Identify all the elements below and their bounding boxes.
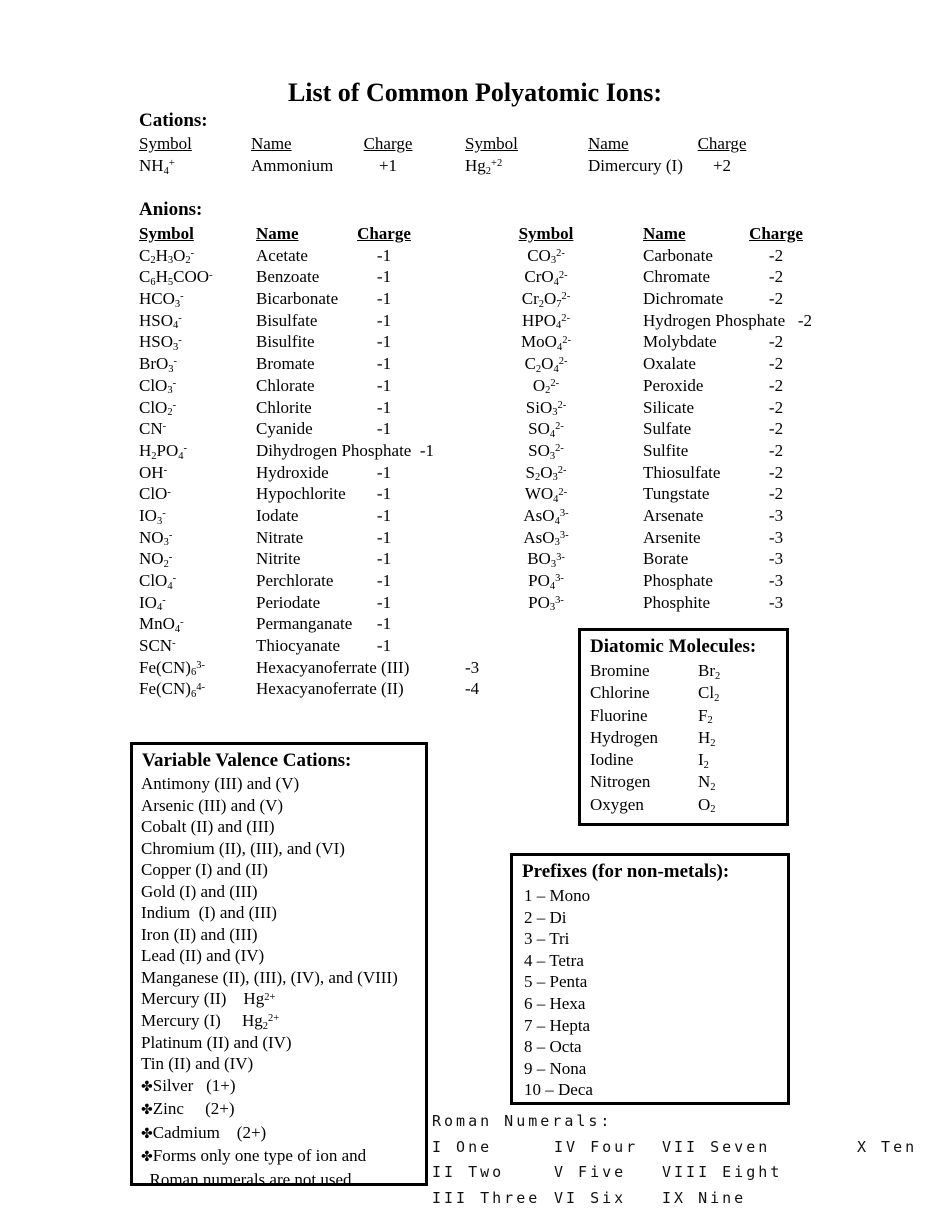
col-header-charge: Charge [363, 134, 413, 153]
table-row [465, 571, 865, 593]
cell-symbol: $Fe(CN)_6^{4-}$ [139, 679, 205, 701]
cell-charge: -1 [376, 289, 392, 309]
table-row [139, 267, 469, 289]
cell-symbol: $BO_3^{3-}$ [527, 549, 565, 570]
cell-symbol: MoO$_4^{2-}$ [521, 332, 571, 354]
cell-charge: +2 [712, 156, 732, 175]
anions-table-left [139, 224, 480, 701]
cell-symbol: BrO$_3$- [139, 354, 178, 375]
cell-symbol: $HCO_3^-$ [139, 289, 184, 310]
roman-numeral-entry: II Two [432, 1163, 505, 1182]
cell-charge: -2 [768, 289, 784, 309]
cell-name-charge: Dihydrogen Phosphate -1 [256, 440, 435, 460]
roman-numeral-entry: VI Six [554, 1188, 627, 1207]
cell-charge: -2 [768, 245, 784, 265]
cell-charge: -1 [376, 354, 392, 374]
table-row [465, 419, 865, 441]
cell-charge: -3 [768, 571, 784, 590]
cell-element-name: Iodine [590, 750, 634, 770]
cell-charge: -1 [376, 419, 392, 439]
variable-valence-box [130, 742, 428, 1189]
club-bullet-icon: ✤ [141, 1078, 153, 1095]
cell-symbol: SCN- [139, 636, 176, 656]
cell-charge: -2 [768, 484, 784, 504]
cell-symbol: $O_2^{2-}$ [532, 375, 560, 397]
table-row [590, 795, 786, 817]
list-item: Antimony (III) and (V) [141, 774, 300, 793]
club-bullet-icon: ✤ [141, 1149, 153, 1166]
list-item: 8 – Octa [524, 1037, 582, 1057]
cell-charge: -1 [376, 375, 392, 395]
table-row [465, 376, 865, 398]
cell-charge: -2 [768, 332, 784, 352]
col-header-name: Name [251, 134, 292, 153]
list-item: 1 – Mono [524, 886, 591, 905]
table-row [590, 772, 786, 794]
cell-symbol: $WO_4^{2-}$ [524, 484, 568, 505]
cell-element-name: Nitrogen [590, 772, 651, 792]
table-row [139, 571, 469, 593]
page-title: List of Common Polyatomic Ions: [287, 78, 663, 107]
cell-element-name: Chlorine [590, 683, 650, 703]
list-item: Arsenic (III) and (V) [141, 795, 284, 815]
list-item: Chromium (II), (III), and (VI) [141, 838, 345, 858]
cell-element-name: Hydrogen [590, 727, 658, 747]
table-row [139, 484, 469, 506]
table-row [465, 224, 865, 246]
cell-name: Cyanide [256, 419, 313, 439]
col-header-name: Name [588, 134, 629, 153]
cell-symbol: $C_2H_3O_2^-$ [139, 245, 195, 267]
table-row [465, 267, 865, 289]
col-header-charge: Charge [357, 224, 411, 243]
list-item: Cobalt (II) and (III) [141, 817, 275, 837]
table-row [139, 398, 469, 420]
table-row [590, 661, 786, 683]
table-row [139, 593, 469, 615]
table-row [139, 419, 469, 441]
cell-charge: -1 [376, 549, 392, 569]
cell-element-name: Fluorine [590, 705, 648, 725]
cell-charge: +1 [378, 156, 398, 175]
cell-symbol: $C_6H_5COO^-$ [139, 267, 213, 288]
cell-charge: -4 [465, 679, 480, 699]
roman-numeral-entry: X Ten [857, 1138, 918, 1156]
cell-name: Permanganate [256, 614, 353, 634]
cell-charge: -1 [376, 484, 392, 504]
list-item: 10 – Deca [524, 1080, 593, 1100]
table-row [139, 441, 469, 463]
cell-charge: -2 [768, 267, 784, 287]
cell-charge: -1 [376, 636, 392, 656]
list-item: 5 – Penta [524, 972, 588, 992]
cell-charge: -2 [768, 375, 784, 395]
cell-charge: -3 [768, 527, 784, 547]
list-item: ✤Silver (1+) [141, 1075, 236, 1095]
cell-formula: $Br_2$ [698, 661, 721, 682]
roman-numerals-row [432, 1160, 947, 1185]
col-header-name: Name [256, 224, 299, 243]
cell-name: Thiosulfate [643, 462, 721, 482]
roman-numeral-entry: VII Seven [662, 1138, 771, 1156]
anions-heading: Anions: [139, 199, 203, 220]
cell-symbol: $SO_4^{2-}$ [528, 419, 564, 440]
list-item: Lead (II) and (IV) [141, 946, 265, 966]
variable-valence-title: Variable Valence Cations: [142, 750, 352, 771]
cell-name: Hydroxide [256, 462, 329, 482]
roman-numerals-section [432, 1108, 947, 1211]
anions-table-right [465, 224, 865, 614]
table-row [465, 398, 865, 420]
cell-charge: -1 [376, 310, 392, 330]
cell-symbol: $Hg_2^{+2}$ [465, 156, 503, 177]
cell-symbol: AsO$_3^{3-}$ [523, 527, 569, 549]
table-row [139, 463, 469, 485]
cell-symbol: AsO$_4^{3-}$ [523, 505, 569, 527]
cell-element-name: Bromine [590, 661, 650, 680]
table-row [590, 728, 786, 750]
roman-numerals-row [432, 1186, 947, 1211]
cell-charge: -3 [465, 657, 480, 677]
cell-charge: -1 [376, 571, 392, 590]
cell-name: Carbonate [643, 245, 713, 265]
table-row [465, 441, 865, 463]
cell-name: Hexacyanoferrate (II) [256, 679, 404, 699]
diatomic-rows [590, 661, 786, 817]
roman-numeral-entry: IX Nine [662, 1188, 747, 1207]
list-item: Gold (I) and (III) [141, 881, 258, 901]
table-row [139, 354, 469, 376]
table-row [139, 657, 480, 680]
roman-numeral-entry: I One [432, 1138, 493, 1156]
table-row [590, 750, 786, 772]
cell-name-charge: Hydrogen Phosphate -2 [643, 310, 813, 330]
cell-symbol: $S_2O_3^{2-}$ [525, 462, 567, 484]
cell-symbol: $NO_3^-$ [139, 527, 173, 549]
cell-name: Iodate [256, 505, 299, 525]
cell-symbol: $HSO_3^-$ [139, 332, 182, 354]
table-row [465, 484, 865, 506]
cell-formula: $I_2$ [698, 750, 709, 771]
cell-symbol: $Fe(CN)_6^{3-}$ [139, 657, 205, 679]
cell-name: Bisulfite [256, 332, 315, 352]
table-row [139, 156, 839, 178]
cell-charge: -3 [768, 505, 784, 525]
list-item: Iron (II) and (III) [141, 924, 258, 944]
cell-name: Dimercury (I) [588, 156, 683, 175]
table-row [139, 679, 480, 701]
cell-symbol: $HPO_4^{2-}$ [521, 310, 570, 332]
table-row [139, 311, 469, 333]
list-item: Platinum (II) and (IV) [141, 1032, 292, 1052]
list-item: 2 – Di [524, 907, 567, 927]
cell-name: Bisulfate [256, 310, 318, 330]
roman-numeral-entry: V Five [554, 1163, 627, 1182]
table-row [590, 683, 786, 705]
list-item: 9 – Nona [524, 1058, 587, 1078]
table-row [139, 549, 469, 571]
roman-numeral-entry: IV Four [554, 1138, 639, 1156]
cell-name: Acetate [256, 245, 308, 265]
cell-name: Arsenate [643, 505, 704, 525]
table-row [465, 311, 865, 333]
cell-name: Chromate [643, 267, 711, 287]
cell-charge: -1 [376, 462, 392, 482]
cell-charge: -1 [376, 332, 392, 352]
list-item: 6 – Hexa [524, 993, 586, 1013]
list-item: Roman numerals are not used. [141, 1169, 356, 1189]
cell-symbol: $H_2PO_4^-$ [139, 440, 188, 462]
table-row [465, 528, 865, 550]
table-row [465, 332, 865, 354]
cell-charge: -1 [376, 397, 392, 417]
cell-symbol: ClO- [139, 484, 171, 504]
list-item: 4 – Tetra [524, 950, 584, 970]
cell-name: Ammonium [251, 156, 334, 175]
cell-symbol: OH- [139, 462, 168, 482]
table-row [465, 289, 865, 311]
prefixes-title: Prefixes (for non-metals): [522, 861, 730, 882]
table-row [465, 593, 865, 615]
roman-numeral-entry: VIII Eight [662, 1163, 783, 1182]
col-header-charge: Charge [697, 134, 747, 153]
list-item: Manganese (II), (III), (IV), and (VIII) [141, 967, 398, 987]
table-row [139, 224, 469, 246]
cell-name: Hexacyanoferrate (III) [256, 657, 410, 677]
list-item: ✤Forms only one type of ion and [141, 1146, 367, 1166]
cell-symbol: ClO$_2$- [139, 397, 177, 419]
cell-element-name: Oxygen [590, 794, 644, 814]
prefixes-box [510, 853, 790, 1105]
diatomic-title: Diatomic Molecules: [590, 636, 757, 657]
list-item: Mercury (II) $Hg^{2+}$ [141, 989, 276, 1009]
prefixes-items [524, 885, 787, 1101]
table-row [465, 463, 865, 485]
col-header-symbol: Symbol [139, 224, 194, 243]
list-item: ✤Cadmium (2+) [141, 1122, 267, 1142]
cell-name: Benzoate [256, 267, 320, 287]
col-header-symbol: Symbol [518, 224, 574, 243]
cell-charge: -1 [376, 527, 392, 547]
cell-symbol: $PO_3^{3-}$ [528, 592, 564, 614]
table-row [139, 134, 839, 156]
cations-heading: Cations: [139, 110, 208, 131]
cations-table [139, 134, 839, 178]
cell-name: Chlorite [256, 397, 312, 417]
cell-charge: -2 [768, 354, 784, 374]
cell-name: Borate [643, 549, 689, 569]
table-row [139, 246, 469, 268]
cell-name: Dichromate [643, 289, 724, 309]
cell-symbol: CrO$_4^{2-}$ [524, 267, 568, 288]
cell-formula: $Cl_2$ [698, 683, 720, 704]
table-row [139, 332, 469, 354]
cell-symbol: $NO_2^-$ [139, 549, 173, 570]
col-header-charge: Charge [749, 224, 803, 243]
col-header-symbol: Symbol [465, 134, 518, 153]
cell-symbol: $Cr_2O_7^{2-}$ [521, 289, 571, 310]
cell-charge: -1 [376, 614, 392, 634]
cell-charge: -3 [768, 549, 784, 569]
table-row [139, 528, 469, 550]
col-header-name: Name [643, 224, 686, 243]
cell-charge: -3 [768, 592, 784, 612]
cell-name: Perchlorate [256, 571, 334, 590]
cell-charge: -1 [376, 592, 392, 612]
club-bullet-icon: ✤ [141, 1102, 153, 1119]
list-item: Indium (I) and (III) [141, 903, 277, 923]
list-item: 3 – Tri [524, 929, 570, 949]
cell-symbol: $SO_3^{2-}$ [528, 440, 564, 462]
cell-name: Phosphate [643, 571, 713, 590]
cell-name: Bromate [256, 354, 315, 374]
cell-charge: -1 [376, 505, 392, 525]
table-row [139, 376, 469, 398]
cell-name: Sulfate [643, 419, 692, 439]
cell-symbol: $IO_3^-$ [139, 505, 166, 527]
cell-symbol: SiO$_3^{2-}$ [525, 397, 567, 419]
list-item: Mercury (I) $Hg_2^{2+}$ [141, 1011, 280, 1032]
cell-formula: $H_2$ [698, 727, 716, 749]
cell-name: Thiocyanate [256, 636, 341, 656]
cell-name: Chlorate [256, 375, 315, 395]
table-row [465, 354, 865, 376]
cell-symbol: $IO_4^-$ [139, 592, 166, 614]
cell-formula: $F_2$ [698, 705, 713, 727]
club-bullet-icon: ✤ [141, 1125, 153, 1142]
roman-numerals-row [432, 1135, 947, 1160]
cell-symbol: $NH_4^+$ [139, 156, 175, 177]
cell-name: Tungstate [643, 484, 710, 504]
cell-name: Sulfite [643, 440, 689, 460]
cell-symbol: $CO_3^{2-}$ [527, 245, 565, 267]
cell-symbol: $HSO_4^-$ [139, 310, 182, 332]
cell-charge: -2 [768, 440, 784, 460]
cell-name: Arsenite [643, 527, 701, 547]
cell-name: Nitrate [256, 527, 304, 547]
cell-symbol: $C_2O_4^{2-}$ [524, 354, 568, 375]
list-item: Tin (II) and (IV) [141, 1054, 254, 1074]
cell-symbol: MnO$_4$- [139, 614, 184, 635]
cell-name: Hypochlorite [256, 484, 346, 504]
cell-symbol: CN- [139, 419, 167, 439]
cell-symbol: $PO_4^{3-}$ [528, 571, 564, 592]
list-item: ✤Zinc (2+) [141, 1099, 235, 1119]
cell-name: Bicarbonate [256, 289, 339, 309]
table-row [139, 636, 469, 658]
cell-charge: -1 [376, 267, 392, 287]
list-item: Copper (I) and (II) [141, 860, 268, 880]
table-row [139, 289, 469, 311]
col-header-symbol: Symbol [139, 134, 192, 153]
roman-numeral-entry: III Three [432, 1188, 541, 1207]
variable-valence-lines [141, 773, 425, 1190]
cell-symbol: ClO$_3$- [139, 375, 177, 397]
cell-charge: -2 [768, 462, 784, 482]
cell-name: Peroxide [643, 375, 704, 395]
table-row [465, 246, 865, 268]
cell-charge: -2 [768, 397, 784, 417]
cell-name: Oxalate [643, 354, 696, 374]
cell-formula: $N_2$ [698, 772, 716, 794]
table-row [465, 506, 865, 528]
table-row [465, 549, 865, 571]
list-item: 7 – Hepta [524, 1015, 591, 1035]
roman-numerals-heading: Roman Numerals: [432, 1112, 613, 1130]
cell-charge: -2 [768, 419, 784, 439]
table-row [139, 506, 469, 528]
cell-charge: -1 [376, 245, 392, 265]
roman-numerals-rows [432, 1135, 947, 1211]
table-row [139, 614, 469, 636]
cell-name: Periodate [256, 592, 321, 612]
cell-name: Phosphite [643, 592, 711, 612]
cell-name: Molybdate [643, 332, 717, 352]
cell-formula: $O_2$ [698, 794, 716, 816]
cell-symbol: ClO$_4$- [139, 571, 177, 592]
table-row [590, 706, 786, 728]
cell-name: Silicate [643, 397, 694, 417]
cell-name: Nitrite [256, 549, 301, 569]
diatomic-molecules-box [578, 628, 789, 826]
